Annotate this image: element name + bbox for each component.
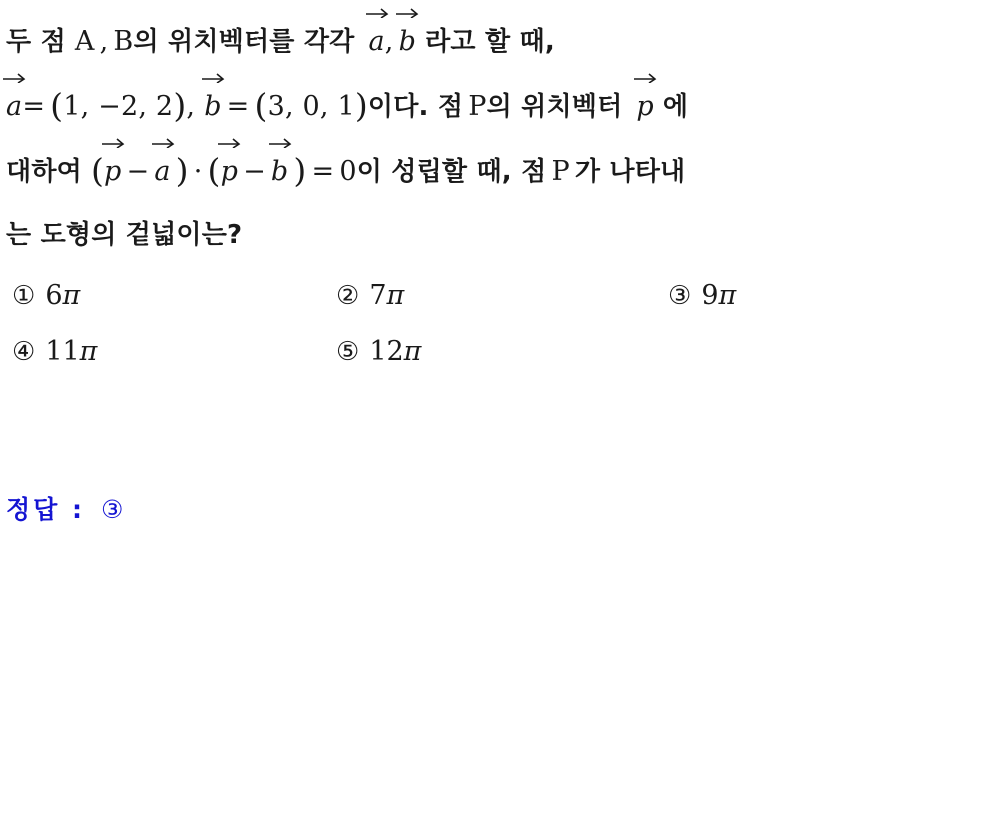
- choice-list: [0, 266, 993, 392]
- answer-value: ③: [101, 495, 124, 524]
- line3-equals: =: [311, 156, 335, 187]
- line3-text-2: 이 성립할 때, 점: [356, 157, 547, 187]
- choice-marker: ③: [668, 281, 692, 311]
- dot-product-operator: ·: [193, 156, 203, 187]
- vector-b-letter: b: [270, 156, 289, 187]
- line1-comma-1: ,: [99, 26, 109, 57]
- vector-arrow-icon: [394, 6, 420, 18]
- line3-text-3: 가 나타내: [574, 157, 686, 187]
- vector-arrow-icon: [200, 71, 226, 83]
- vector-b-components: 3, 0, 1: [267, 91, 355, 122]
- choice-marker: ⑤: [336, 337, 360, 367]
- vector-p: [221, 156, 238, 185]
- vector-p-letter: p: [636, 91, 654, 122]
- question-line-4: [6, 203, 987, 266]
- line4-text-1: 는 도형의 겉넓이는?: [6, 220, 243, 250]
- line2-paren-open-a: (: [50, 86, 64, 125]
- vector-b: [271, 156, 288, 185]
- choice-option-4[interactable]: [12, 336, 97, 367]
- choice-marker: ①: [12, 281, 36, 311]
- question-line-3: [6, 138, 987, 203]
- choice-value: 11: [45, 336, 80, 367]
- line3-paren-open-1: (: [90, 151, 105, 190]
- line2-equals-2: =: [226, 91, 250, 122]
- line3-paren-open-2: (: [207, 151, 221, 190]
- line2-text-3: 에: [662, 92, 689, 122]
- vector-b: [204, 91, 221, 120]
- line3-minus-1: −: [126, 156, 150, 187]
- line2-comma: ,: [186, 91, 196, 122]
- point-a-label: A: [74, 26, 95, 57]
- line2-text-2: 의 위치벡터: [486, 92, 623, 122]
- vector-a-components: 1, −2, 2: [63, 91, 174, 122]
- point-p-label: P: [468, 91, 487, 122]
- choice-option-1[interactable]: [12, 280, 80, 311]
- choice-row-1: [6, 280, 987, 336]
- vector-arrow-icon: [150, 136, 176, 148]
- vector-arrow-icon: [364, 6, 390, 18]
- choice-value: 12: [369, 336, 404, 367]
- vector-a: [368, 26, 384, 55]
- line3-minus-2: −: [243, 156, 266, 187]
- line3-paren-close-2: ): [293, 151, 307, 190]
- line2-text-1: 이다. 점: [367, 92, 464, 122]
- choice-marker: ④: [12, 337, 36, 367]
- choice-value: 6: [45, 280, 63, 311]
- pi-symbol: π: [718, 280, 737, 311]
- choice-value: 9: [701, 280, 719, 311]
- answer-block: [6, 490, 123, 526]
- line1-text-3: 라고 할 때,: [425, 27, 555, 57]
- choice-marker: ②: [336, 281, 360, 311]
- vector-arrow-icon: [100, 136, 126, 148]
- vector-a: [154, 156, 170, 185]
- question-text: [0, 0, 993, 266]
- choice-option-3[interactable]: [668, 280, 736, 311]
- vector-a-letter: a: [154, 156, 171, 187]
- choice-option-5[interactable]: [336, 336, 421, 367]
- point-p-label: P: [551, 156, 570, 187]
- vector-arrow-icon: [632, 71, 658, 83]
- line3-paren-close-1: ): [175, 151, 189, 190]
- choice-option-2[interactable]: [336, 280, 404, 311]
- vector-p-letter: p: [220, 156, 239, 187]
- pi-symbol: π: [403, 336, 422, 367]
- vector-arrow-icon: [1, 71, 27, 83]
- line3-zero: 0: [339, 156, 357, 187]
- pi-symbol: π: [386, 280, 405, 311]
- line2-paren-close-b: ): [354, 86, 368, 125]
- line2-paren-open-b: (: [254, 86, 268, 125]
- question-line-2: [6, 73, 987, 138]
- vector-b-letter: b: [204, 91, 222, 122]
- vector-arrow-icon: [216, 136, 242, 148]
- point-b-label: B: [113, 26, 134, 57]
- line3-text-1: 대하여: [6, 157, 82, 187]
- choice-value: 7: [369, 280, 387, 311]
- choice-row-2: [6, 336, 987, 392]
- pi-symbol: π: [62, 280, 81, 311]
- vector-b: [399, 26, 416, 55]
- vector-arrow-icon: [267, 136, 293, 148]
- vector-a-letter: a: [368, 26, 385, 57]
- line2-equals-1: =: [22, 91, 46, 122]
- answer-label: 정답 :: [6, 495, 86, 524]
- line2-paren-close-a: ): [173, 86, 187, 125]
- question-line-1: [6, 10, 987, 73]
- line1-text-2: 의 위치벡터를 각각: [133, 27, 355, 57]
- line1-text-1: 두 점: [6, 27, 66, 57]
- vector-p-letter: p: [104, 156, 122, 187]
- vector-p: [636, 91, 653, 120]
- vector-p: [104, 156, 121, 185]
- vector-b-letter: b: [398, 26, 417, 57]
- vector-a: [6, 91, 22, 120]
- vector-a-letter: a: [6, 91, 23, 122]
- line1-comma-2: ,: [384, 26, 394, 57]
- pi-symbol: π: [79, 336, 98, 367]
